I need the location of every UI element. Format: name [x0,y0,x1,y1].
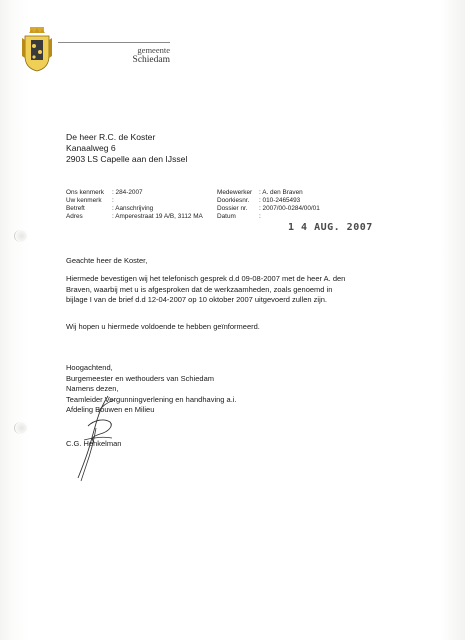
signatory-name: C.G. Henkelman [66,439,122,448]
meta-label: Betreft [66,205,85,212]
meta-label: Ons kenmerk [66,189,105,196]
closing-line: Teamleider Vergunningverlening en handhaving a.i. [66,394,237,404]
recipient-street: Kanaalweg 6 [66,143,116,153]
meta-value: : Aanschrijving [112,205,154,212]
closing-line: Hoogachtend, [66,363,113,372]
schiedam-coat-of-arms-icon [22,26,52,72]
meta-label: Medewerker [217,189,253,196]
salutation: Geachte heer de Koster, [66,256,148,265]
meta-value: : Amperestraat 19 A/B, 3112 MA [112,213,203,220]
meta-value: : 284-2007 [112,189,143,196]
punch-hole [14,230,27,242]
meta-value: : [112,197,114,204]
meta-label: Doorkiesnr. [217,197,250,204]
meta-value: : [259,213,261,220]
handwritten-signature [64,392,134,482]
paragraph-line: Hiermede bevestigen wij het telefonisch gesprek d.d 09-08-2007 met de heer A. den [66,274,346,283]
letterhead-rule [58,42,170,43]
paragraph-line: bijlage I van de brief d.d 12-04-2007 op 10 oktober 2007 uitgevoerd zullen zijn. [66,295,328,304]
closing-line: Namens dezen, [66,384,119,393]
meta-label: Dossier nr. [217,205,248,212]
paragraph-closing-line: Wij hopen u hiermede voldoende te hebben geïnformeerd. [66,322,260,331]
closing-line: Afdeling Bouwen en Milieu [66,405,155,414]
meta-value: : 2007/00-0284/00/01 [259,205,320,212]
date-stamp: 1 4 AUG. 2007 [288,222,373,233]
punch-hole [14,422,27,434]
recipient-name: De heer R.C. de Koster [66,132,156,142]
letterhead-name: Schiedam [132,55,170,65]
closing-line: Burgemeester en wethouders van Schiedam [66,373,215,383]
letterhead-gemeente: gemeente [137,45,170,55]
paragraph-line: Braven, waarbij met u is afgesproken dat de werkzaamheden, zoals genoemd in [66,284,333,294]
recipient-city: 2903 LS Capelle aan den IJssel [66,154,188,164]
meta-label: Adres [66,213,83,220]
meta-label: Uw kenmerk [66,197,102,204]
meta-value: : A. den Braven [259,189,303,196]
meta-label: Datum [217,213,236,220]
meta-value: : 010-2465493 [259,197,301,204]
